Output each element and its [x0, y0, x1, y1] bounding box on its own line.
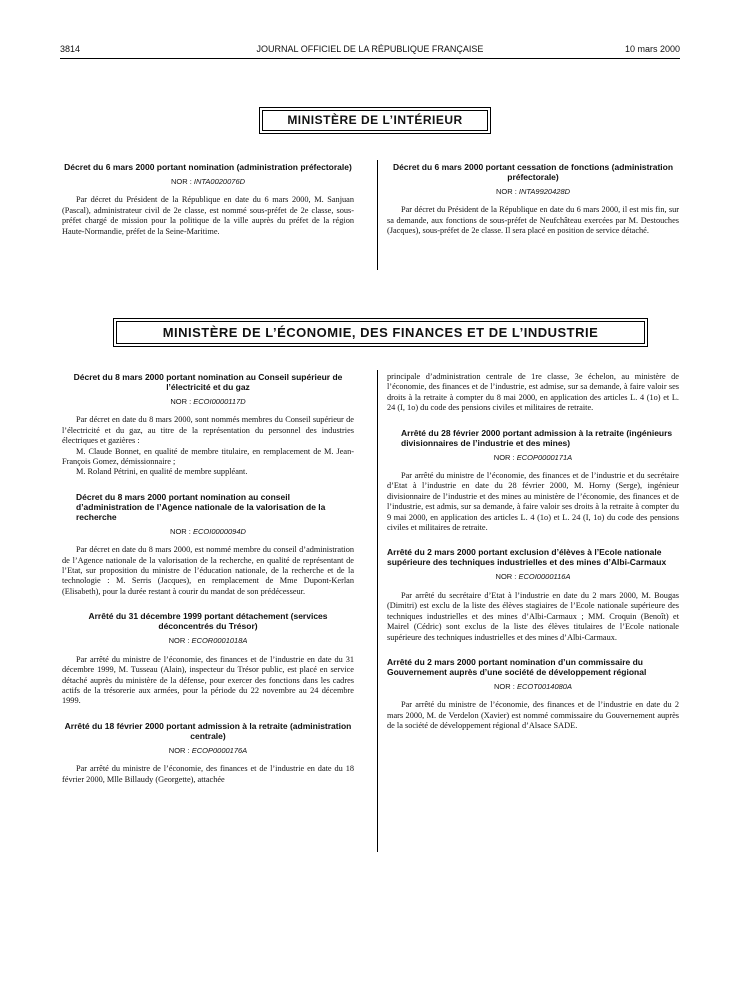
nor-line: NOR : ECOP0000176A: [168, 745, 248, 755]
nor-line: NOR : INTA0020076D: [170, 177, 246, 186]
economy-right-column: [387, 372, 679, 732]
page-header: [60, 44, 680, 59]
article-title: Arrêté du 2 mars 2000 portant nomination d’un commissaire du Gouvernement auprès d’une société de développement régional: [387, 656, 647, 677]
article-paragraph: Par arrêté du ministre de l’économie, des finances et de l’industrie en date du 18 février 2000, Mlle Billaudy (Georgette), attachée: [62, 764, 354, 784]
article-title: Décret du 6 mars 2000 portant cessation de fonctions (administration préfectorale): [392, 162, 674, 182]
article-title: Arrêté du 31 décembre 1999 portant détachement (services déconcentrés du Trésor): [88, 611, 328, 632]
article-paragraph: Par arrêté du ministre de l’économie, des finances et de l’industrie en date du 31 décembre 1999, M. Tusseau (Alain), inspecteur du Trésor public, est placé en service détaché auprès du ministère de la défense, pour exercer des fonctions dans les cadres actifs de la trésorerie aux armées, pour la période du 22 novembre au 24 décembre 1999.: [62, 654, 354, 706]
journal-title: JOURNAL OFFICIEL DE LA RÉPUBLIQUE FRANÇAISE: [256, 44, 484, 54]
nor-line: NOR : ECOI0000116A: [495, 572, 571, 582]
article-paragraph: Par décret du Président de la République en date du 6 mars 2000, M. Sanjuan (Pascal), administrateur civil de 2e classe, est nommé sous-préfet de 2e classe, sous-préfet chargé de mission pour la politique de la ville auprès du préfet de la région Haute-Normandie, préfet de la Seine-Maritime.: [62, 195, 354, 236]
issue-date: 10 mars 2000: [624, 44, 680, 54]
article-title: Décret du 8 mars 2000 portant nomination au Conseil supérieur de l’électricité et du gaz: [73, 372, 343, 392]
article-title: Arrêté du 18 février 2000 portant admission à la retraite (administration centrale): [64, 720, 352, 741]
article: [387, 547, 679, 642]
article: [62, 372, 354, 478]
article: [62, 492, 354, 597]
article-title: Décret du 6 mars 2000 portant nomination (administration préfectorale): [64, 162, 352, 172]
interior-left-article: [62, 162, 354, 237]
nor-line: NOR : ECOI0000094D: [170, 526, 246, 536]
article-paragraph: Par décret en date du 8 mars 2000, est nommé membre du conseil d’administration de l’Agence nationale de la valorisation de la recherche, en qualité de représentant de l’Etat, sur proposition du ministre de l’éducation nationale, de la recherche et de la technologie : M. Serris (Jacques), en remplacement de Mme Dupont-Kerlan (Elisabeth), pour la durée restant à courir du mandat de son prédécesseur.: [62, 545, 354, 596]
article: [387, 428, 679, 534]
article-paragraph: M. Roland Pétrini, en qualité de membre suppléant.: [76, 467, 248, 477]
column-divider: [377, 160, 378, 270]
article-paragraph: M. Claude Bonnet, en qualité de membre titulaire, en remplacement de M. Jean-François Gomez, démissionnaire ;: [62, 446, 354, 467]
article-title: Décret du 8 mars 2000 portant nomination au conseil d’administration de l’Agence nationale de la valorisation de la recherche: [76, 491, 326, 522]
article-paragraph: Par arrêté du secrétaire d’Etat à l’industrie en date du 2 mars 2000, M. Bougas (Dimitri) est exclu de la liste des élèves stagiaires de l’Ecole nationale supérieure des techniques industrielles et des mines d’Albi-Carmaux ; MM. Croquin (Benoît) et Mairel (Cédric) sont exclus de la liste des élèves titulaires de l’Ecole nationale supérieure des techniques industrielles et des mines d’Albi-Carmaux.: [387, 590, 679, 642]
nor-line: NOR : ECOT0014080A: [494, 681, 572, 691]
ministry-interior-box: [259, 107, 491, 134]
interior-right-article: [387, 162, 679, 237]
economy-left-column: [62, 372, 354, 785]
article-paragraph: Par décret du Président de la République en date du 6 mars 2000, il est mis fin, sur sa demande, aux fonctions de sous-préfet de Neufchâteau exercées par M. Destouches (Jacques), sous-préfet de 2e classe. Il sera placé en position de service détaché.: [387, 205, 679, 236]
nor-line: NOR : ECOR0001018A: [168, 636, 248, 646]
ministry-economy-title: MINISTÈRE DE L’ÉCONOMIE, DES FINANCES ET DE L’INDUSTRIE: [116, 321, 645, 344]
article-paragraph: Par arrêté du ministre de l’économie, des finances et de l’industrie en date du 2 mars 2000, M. de Verdelon (Xavier) est nommé commissaire du Gouvernement auprès de la société de développement régional d’Alsace SADE.: [387, 700, 679, 731]
nor-line: NOR : ECOP0000171A: [493, 452, 573, 462]
nor-line: NOR : INTA9920428D: [495, 187, 571, 196]
article: [62, 611, 354, 706]
article-title: Arrêté du 28 février 2000 portant admission à la retraite (ingénieurs divisionnaires de l’industrie et des mines): [401, 427, 673, 448]
nor-line: NOR : ECOI0000117D: [170, 397, 246, 406]
page-number: 3814: [60, 44, 81, 54]
article-title: Arrêté du 2 mars 2000 portant exclusion d’élèves à l’Ecole nationale supérieure des techniques industrielles et des mines d’Albi-Carmaux: [387, 547, 667, 568]
ministry-interior-title: MINISTÈRE DE L’INTÉRIEUR: [262, 110, 488, 131]
ministry-economy-box: [113, 318, 648, 347]
column-divider: [377, 370, 378, 852]
article-paragraph: Par décret en date du 8 mars 2000, sont nommés membres du Conseil supérieur de l’électricité et du gaz, au titre de la représentation du personnel des industries électriques et gazières :: [62, 415, 354, 446]
continuation-paragraph: principale d’administration centrale de 1re classe, 3e échelon, au ministère de l’économie, des finances et de l’industrie, est admise, sur sa demande, à faire valoir ses droits à la retraite à compter du 8 mai 2000, en application des articles L. 4 (1o) et L. 24 (I, 1o) du code des pensions civiles et militaires de retraite.: [387, 372, 679, 413]
article-paragraph: Par arrêté du ministre de l’économie, des finances et de l’industrie et du secrétaire d’Etat à l’industrie en date du 28 février 2000, M. Horny (Serge), ingénieur divisionnaire de l’industrie et des mines au ministère de l’économie, des finances et de l’industrie, est admis, sur sa demande, à faire valoir ses droits à la retraite à compter du 9 mai 2000, en application des articles L. 4 (1o) et L. 24 (I, 1o) du code des pensions civiles et militaires de retraite.: [387, 471, 679, 533]
article: [387, 657, 679, 732]
article: [62, 721, 354, 785]
